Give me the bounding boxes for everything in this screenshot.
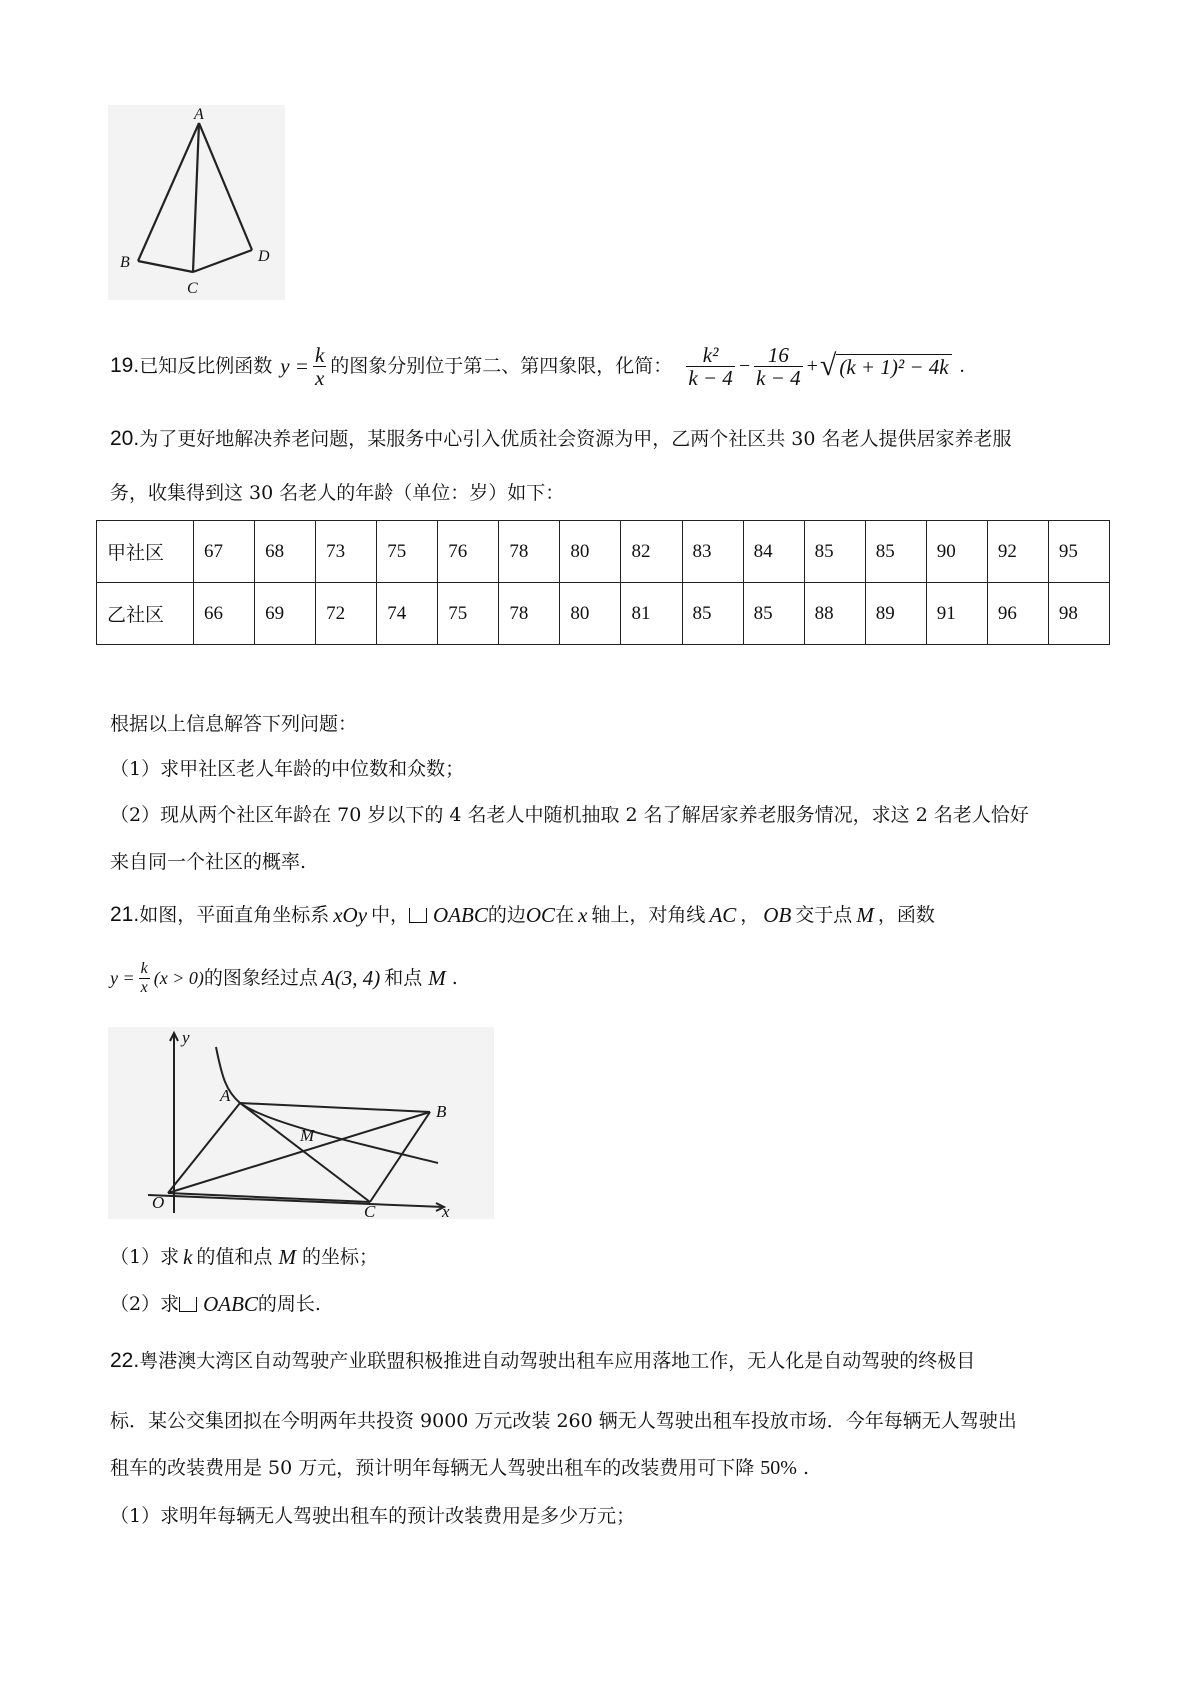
q20-number: 20. <box>110 427 140 450</box>
table-cell: 85 <box>743 583 804 645</box>
row-header-jia: 甲社区 <box>97 521 194 583</box>
table-cell: 67 <box>194 521 255 583</box>
fig-label-o: O <box>152 1193 165 1212</box>
q21-m: M <box>856 903 874 927</box>
q21-p1-text-a: （1）求 <box>110 1246 180 1268</box>
q21-p2-text-b: 的周长. <box>257 1293 321 1315</box>
q19-radicand: (k + 1)² − 4k <box>836 354 951 379</box>
q19-lhs: y = <box>280 354 309 378</box>
fig-label-b: B <box>436 1102 447 1121</box>
q19-fraction-k-over-x: $\frac{k}{x}$ <box>314 342 325 390</box>
q21-ac: AC <box>709 903 737 927</box>
q21-text-3: 的边 <box>487 904 526 926</box>
fig-label-c: C <box>364 1202 376 1219</box>
q21-p1-m: M <box>278 1245 296 1269</box>
kite-figure <box>108 105 285 300</box>
q21-y-eq: y = <box>110 968 135 988</box>
parallelogram-icon <box>179 1297 197 1312</box>
q21-xoy: xOy <box>333 903 368 927</box>
table-cell: 80 <box>560 583 621 645</box>
q20-part-2-line-1: （2）现从两个社区年龄在 70 岁以下的 4 名老人中随机抽取 2 名了解居家养老服务情况，求这 2 名老人恰好 <box>110 804 1029 826</box>
parallelogram-icon <box>409 908 427 923</box>
table-cell: 75 <box>377 521 438 583</box>
table-cell: 91 <box>926 583 987 645</box>
table-cell: 88 <box>804 583 865 645</box>
table-cell: 96 <box>987 583 1048 645</box>
q21-part-1 <box>110 1245 378 1269</box>
table-cell: 80 <box>560 521 621 583</box>
kite-label-d: D <box>258 248 270 265</box>
q20-line-2: 务，收集得到这 30 名老人的年龄（单位：岁）如下： <box>110 482 565 504</box>
q19-plus: + <box>806 355 818 377</box>
q21-number: 21. <box>110 903 140 926</box>
row-header-yi: 乙社区 <box>97 583 194 645</box>
q21-p2-text-a: （2）求 <box>110 1293 180 1315</box>
table-cell: 85 <box>865 521 926 583</box>
table-cell: 75 <box>438 583 499 645</box>
q19-number: 19. <box>110 354 140 377</box>
q21-text-5: 轴上，对角线 <box>591 904 706 926</box>
q21-fraction-k-over-x: $\frac{k}{x}$ <box>140 959 148 996</box>
q21-text-b2: 和点 <box>384 967 423 989</box>
age-table <box>96 520 1110 645</box>
q19-fraction-2: $\frac{16}{k - 4}$ <box>756 342 801 390</box>
table-cell: 78 <box>499 521 560 583</box>
q21-x: x <box>578 903 588 927</box>
q21-line-1 <box>110 903 935 927</box>
q22-line-3 <box>110 1456 809 1480</box>
q21-text-7: ，函数 <box>877 904 935 926</box>
q22-text-3a: 租车的改装费用是 50 万元，预计明年每辆无人驾驶出租车的改装费用可下降 <box>110 1457 755 1479</box>
q21-p2-oabc: OABC <box>203 1292 258 1316</box>
table-row <box>97 521 1110 583</box>
table-cell: 84 <box>743 521 804 583</box>
q21-oabc: OABC <box>433 903 488 927</box>
table-cell: 82 <box>621 521 682 583</box>
table-cell: 74 <box>377 583 438 645</box>
q21-oc: OC <box>525 903 556 927</box>
q22-number: 22. <box>110 1349 140 1372</box>
table-cell: 85 <box>804 521 865 583</box>
table-row <box>97 583 1110 645</box>
table-cell: 85 <box>682 583 743 645</box>
q21-ob: OB <box>763 903 792 927</box>
q21-p1-text-c: 的坐标； <box>301 1246 378 1268</box>
q21-p1-text-b: 的值和点 <box>196 1246 273 1268</box>
q22-text-1: 粤港澳大湾区自动驾驶产业联盟积极推进自动驾驶出租车应用落地工作，无人化是自动驾驶的终极目 <box>139 1350 976 1372</box>
table-cell: 68 <box>255 521 316 583</box>
q21-m-2: M <box>428 966 446 990</box>
q19-minus: − <box>738 355 751 377</box>
fig-label-a: A <box>220 1086 231 1105</box>
q20-part-1: （1）求甲社区老人年龄的中位数和众数； <box>110 758 465 780</box>
q21-part-2 <box>110 1292 321 1316</box>
q21-text-b1: 的图象经过点 <box>203 967 318 989</box>
fig-label-m: M <box>300 1126 315 1145</box>
q20-part-2-line-2: 来自同一个社区的概率. <box>110 851 307 873</box>
table-cell: 76 <box>438 521 499 583</box>
q22-part-1: （1）求明年每辆无人驾驶出租车的预计改装费用是多少万元； <box>110 1505 636 1527</box>
q21-text-6: 交于点 <box>795 904 853 926</box>
table-cell: 66 <box>194 583 255 645</box>
q21-comma: ， <box>740 904 760 926</box>
table-cell: 92 <box>987 521 1048 583</box>
question-19 <box>110 336 965 396</box>
kite-diagram <box>108 105 285 300</box>
sqrt-icon: √ <box>819 349 837 382</box>
q21-p1-k: k <box>183 1245 193 1269</box>
coordinate-figure <box>108 1027 494 1219</box>
q20-text-1: 为了更好地解决养老问题，某服务中心引入优质社会资源为甲，乙两个社区共 30 名老人提供居家养老服 <box>139 428 1012 450</box>
q21-text-2: 中， <box>371 904 410 926</box>
table-cell: 81 <box>621 583 682 645</box>
q19-end: . <box>959 355 965 377</box>
kite-label-a: A <box>194 106 204 123</box>
q21-text-1: 如图，平面直角坐标系 <box>139 904 330 926</box>
fig-label-x: x <box>442 1202 450 1219</box>
q21-line-2 <box>110 950 458 1006</box>
kite-label-c: C <box>187 280 198 297</box>
q21-point-a: A(3, 4) <box>321 966 381 990</box>
q21-text-b3: . <box>451 967 458 989</box>
q19-fraction-1: $\frac{\text{k²}}{k - 4}$ <box>688 342 733 390</box>
table-cell: 95 <box>1048 521 1109 583</box>
table-cell: 78 <box>499 583 560 645</box>
table-cell: 72 <box>316 583 377 645</box>
q19-text-2: 的图象分别位于第二、第四象限，化简： <box>330 355 673 377</box>
q20-intro: 根据以上信息解答下列问题： <box>110 713 358 735</box>
q22-line-2: 标．某公交集团拟在今明两年共投资 9000 万元改装 260 辆无人驾驶出租车投放市场．今年每辆无人驾驶出 <box>110 1410 1017 1432</box>
q21-text-4: 在 <box>555 904 575 926</box>
q22-text-3b: . <box>802 1457 809 1479</box>
table-cell: 69 <box>255 583 316 645</box>
table-cell: 89 <box>865 583 926 645</box>
q22-percent: 50% <box>760 1457 797 1479</box>
table-cell: 90 <box>926 521 987 583</box>
coordinate-diagram <box>108 1027 494 1219</box>
table-cell: 83 <box>682 521 743 583</box>
table-cell: 98 <box>1048 583 1109 645</box>
table-cell: 73 <box>316 521 377 583</box>
q20-line-1 <box>110 427 1011 451</box>
kite-label-b: B <box>120 254 130 271</box>
fig-label-y: y <box>182 1028 190 1047</box>
q19-text-1: 已知反比例函数 <box>139 355 273 377</box>
q21-condition: (x > 0) <box>153 968 204 988</box>
q22-line-1 <box>110 1349 975 1373</box>
